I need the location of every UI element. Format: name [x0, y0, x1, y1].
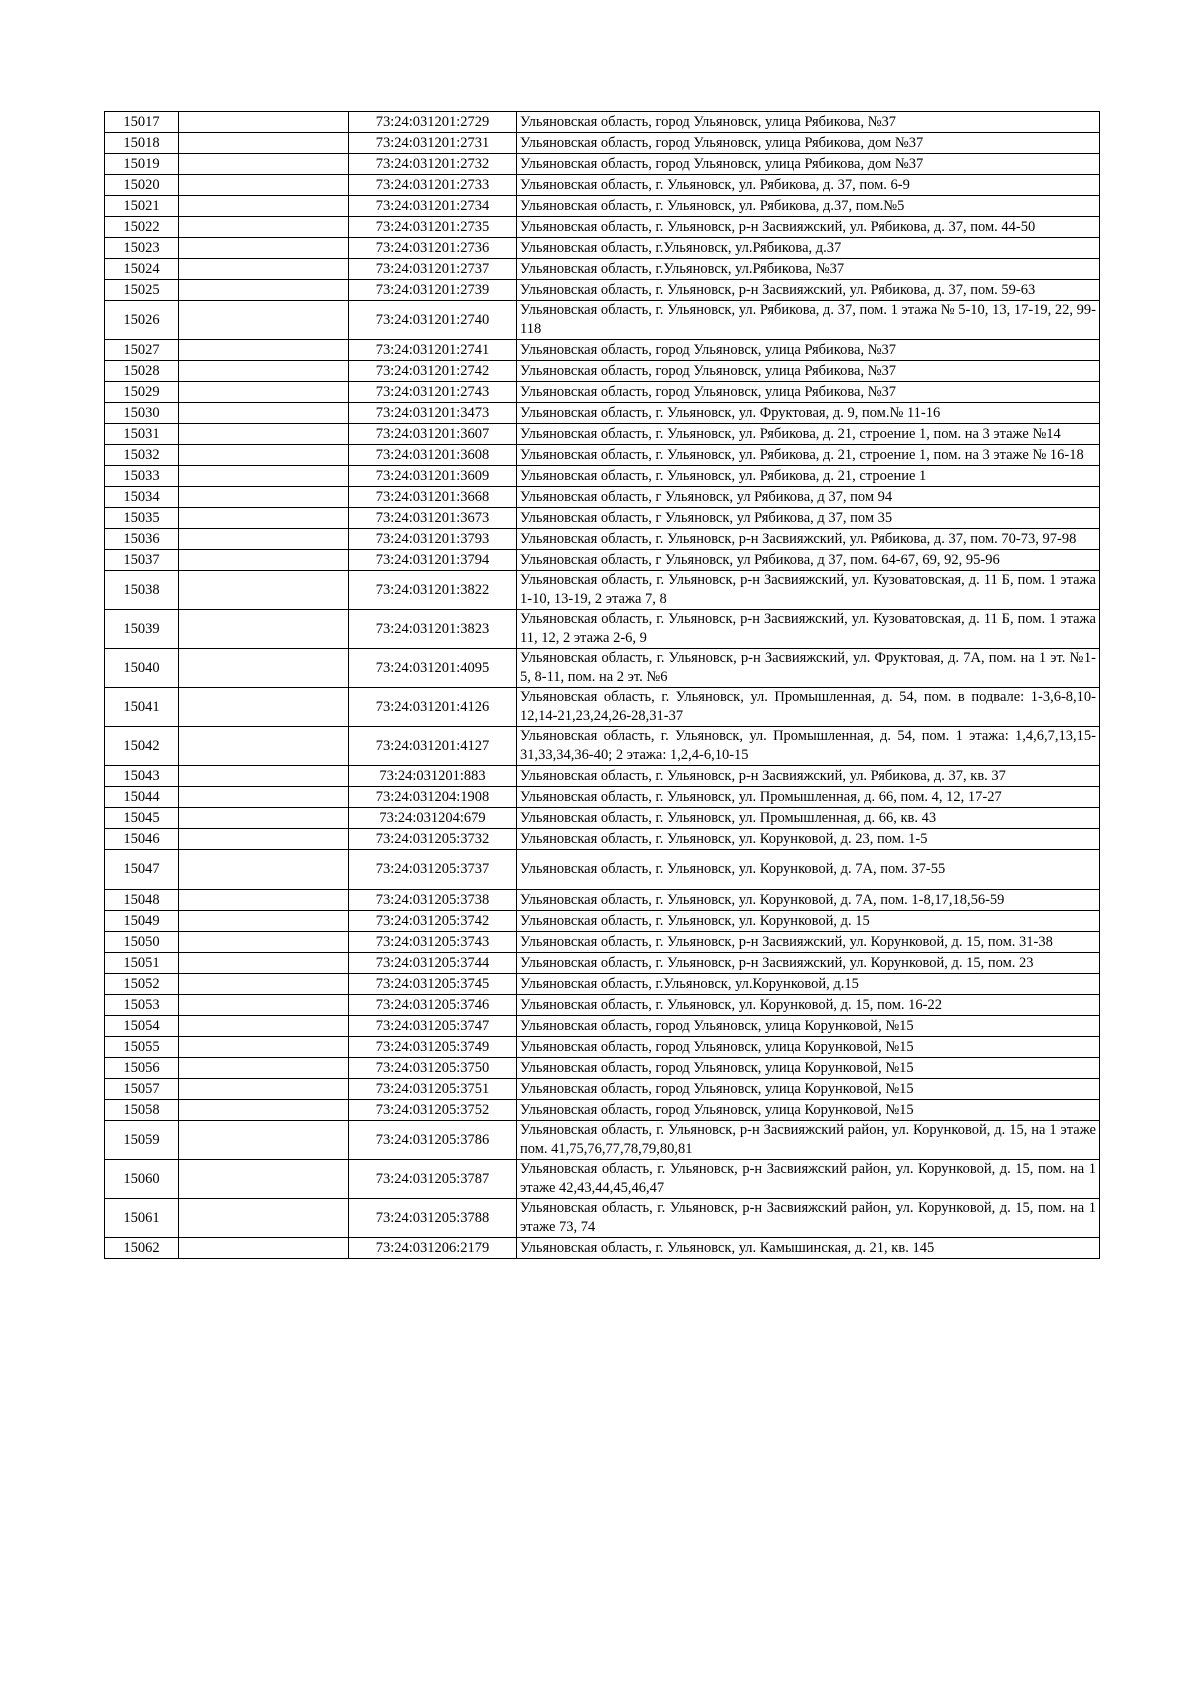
- address-cell: Ульяновская область, г. Ульяновск, р-н Засвияжский, ул. Корунковой, д. 15, пом. 23: [517, 953, 1100, 974]
- cadastral-number: 73:24:031201:3473: [349, 403, 517, 424]
- row-number: 15052: [105, 974, 179, 995]
- row-number: 15043: [105, 766, 179, 787]
- cadastral-number: 73:24:031205:3786: [349, 1121, 517, 1160]
- address-cell: Ульяновская область, г.Ульяновск, ул.Рябикова, д.37: [517, 238, 1100, 259]
- empty-cell: [179, 217, 349, 238]
- table-row: [105, 1160, 1100, 1199]
- empty-cell: [179, 890, 349, 911]
- cadastral-number: 73:24:031201:2731: [349, 133, 517, 154]
- cadastral-number: 73:24:031205:3742: [349, 911, 517, 932]
- table-row: [105, 445, 1100, 466]
- row-number: 15030: [105, 403, 179, 424]
- address-cell: Ульяновская область, г. Ульяновск, ул. Рябикова, д. 37, пом. 6-9: [517, 175, 1100, 196]
- cadastral-number: 73:24:031201:3793: [349, 529, 517, 550]
- table-row: [105, 1058, 1100, 1079]
- table-row: [105, 154, 1100, 175]
- table-row: [105, 403, 1100, 424]
- empty-cell: [179, 571, 349, 610]
- table-row: [105, 301, 1100, 340]
- empty-cell: [179, 610, 349, 649]
- table-row: [105, 766, 1100, 787]
- cadastral-number: 73:24:031205:3746: [349, 995, 517, 1016]
- table-row: [105, 808, 1100, 829]
- address-cell: Ульяновская область, г. Ульяновск, р-н Засвияжский район, ул. Корунковой, д. 15, пом. на 1 этаже 73, 74: [517, 1199, 1100, 1238]
- cadastral-number: 73:24:031204:679: [349, 808, 517, 829]
- cadastral-number: 73:24:031201:2743: [349, 382, 517, 403]
- row-number: 15025: [105, 280, 179, 301]
- address-cell: Ульяновская область, город Ульяновск, улица Рябикова, №37: [517, 361, 1100, 382]
- table-row: [105, 508, 1100, 529]
- cadastral-number: 73:24:031201:3823: [349, 610, 517, 649]
- address-cell: Ульяновская область, г. Ульяновск, ул. Рябикова, д.37, пом.№5: [517, 196, 1100, 217]
- row-number: 15033: [105, 466, 179, 487]
- row-number: 15054: [105, 1016, 179, 1037]
- empty-cell: [179, 445, 349, 466]
- address-cell: Ульяновская область, г. Ульяновск, ул. Фруктовая, д. 9, пом.№ 11-16: [517, 403, 1100, 424]
- address-cell: Ульяновская область, г. Ульяновск, ул. Промышленная, д. 54, пом. в подвале: 1-3,6-8,10-12,14-21,23,24,26-28,31-37: [517, 688, 1100, 727]
- empty-cell: [179, 466, 349, 487]
- table-row: [105, 196, 1100, 217]
- cadastral-number: 73:24:031205:3745: [349, 974, 517, 995]
- registry-table-body: [105, 112, 1100, 1259]
- cadastral-number: 73:24:031205:3743: [349, 932, 517, 953]
- address-cell: Ульяновская область, г Ульяновск, ул Рябикова, д 37, пом 35: [517, 508, 1100, 529]
- table-row: [105, 133, 1100, 154]
- cadastral-number: 73:24:031201:2737: [349, 259, 517, 280]
- row-number: 15045: [105, 808, 179, 829]
- address-cell: Ульяновская область, город Ульяновск, улица Рябикова, дом №37: [517, 154, 1100, 175]
- row-number: 15046: [105, 829, 179, 850]
- row-number: 15032: [105, 445, 179, 466]
- cadastral-number: 73:24:031201:2729: [349, 112, 517, 133]
- address-cell: Ульяновская область, г. Ульяновск, ул. Корунковой, д. 15, пом. 16-22: [517, 995, 1100, 1016]
- empty-cell: [179, 953, 349, 974]
- row-number: 15021: [105, 196, 179, 217]
- empty-cell: [179, 688, 349, 727]
- row-number: 15050: [105, 932, 179, 953]
- row-number: 15040: [105, 649, 179, 688]
- address-cell: Ульяновская область, г. Ульяновск, р-н Засвияжский, ул. Фруктовая, д. 7А, пом. на 1 эт. №1-5, 8-11, пом. на 2 эт. №6: [517, 649, 1100, 688]
- cadastral-number: 73:24:031201:4127: [349, 727, 517, 766]
- address-cell: Ульяновская область, город Ульяновск, улица Рябикова, №37: [517, 340, 1100, 361]
- address-cell: Ульяновская область, г. Ульяновск, р-н Засвияжский, ул. Кузоватовская, д. 11 Б, пом. 1 этажа 1-10, 13-19, 2 этажа 7, 8: [517, 571, 1100, 610]
- row-number: 15055: [105, 1037, 179, 1058]
- cadastral-number: 73:24:031205:3749: [349, 1037, 517, 1058]
- empty-cell: [179, 259, 349, 280]
- cadastral-number: 73:24:031201:3607: [349, 424, 517, 445]
- table-row: [105, 995, 1100, 1016]
- empty-cell: [179, 1160, 349, 1199]
- empty-cell: [179, 550, 349, 571]
- row-number: 15049: [105, 911, 179, 932]
- cadastral-number: 73:24:031201:2741: [349, 340, 517, 361]
- empty-cell: [179, 529, 349, 550]
- table-row: [105, 727, 1100, 766]
- row-number: 15037: [105, 550, 179, 571]
- cadastral-number: 73:24:031204:1908: [349, 787, 517, 808]
- empty-cell: [179, 487, 349, 508]
- address-cell: Ульяновская область, г. Ульяновск, р-н Засвияжский, ул. Рябикова, д. 37, пом. 70-73, 97-98: [517, 529, 1100, 550]
- address-cell: Ульяновская область, город Ульяновск, улица Корунковой, №15: [517, 1079, 1100, 1100]
- row-number: 15036: [105, 529, 179, 550]
- address-cell: Ульяновская область, г. Ульяновск, р-н Засвияжский, ул. Рябикова, д. 37, пом. 44-50: [517, 217, 1100, 238]
- empty-cell: [179, 727, 349, 766]
- empty-cell: [179, 508, 349, 529]
- address-cell: Ульяновская область, г Ульяновск, ул Рябикова, д 37, пом 94: [517, 487, 1100, 508]
- empty-cell: [179, 995, 349, 1016]
- cadastral-number: 73:24:031201:883: [349, 766, 517, 787]
- empty-cell: [179, 340, 349, 361]
- cadastral-number: 73:24:031201:3668: [349, 487, 517, 508]
- empty-cell: [179, 1238, 349, 1259]
- table-row: [105, 1079, 1100, 1100]
- cadastral-number: 73:24:031201:3794: [349, 550, 517, 571]
- table-row: [105, 529, 1100, 550]
- cadastral-number: 73:24:031201:4126: [349, 688, 517, 727]
- row-number: 15018: [105, 133, 179, 154]
- address-cell: Ульяновская область, город Ульяновск, улица Корунковой, №15: [517, 1058, 1100, 1079]
- empty-cell: [179, 361, 349, 382]
- cadastral-number: 73:24:031201:2740: [349, 301, 517, 340]
- address-cell: Ульяновская область, город Ульяновск, улица Корунковой, №15: [517, 1016, 1100, 1037]
- table-row: [105, 175, 1100, 196]
- empty-cell: [179, 154, 349, 175]
- address-cell: Ульяновская область, г. Ульяновск, ул. Камышинская, д. 21, кв. 145: [517, 1238, 1100, 1259]
- table-row: [105, 953, 1100, 974]
- row-number: 15047: [105, 850, 179, 890]
- empty-cell: [179, 911, 349, 932]
- address-cell: Ульяновская область, г.Ульяновск, ул.Рябикова, №37: [517, 259, 1100, 280]
- empty-cell: [179, 133, 349, 154]
- table-row: [105, 1016, 1100, 1037]
- cadastral-number: 73:24:031201:2734: [349, 196, 517, 217]
- cadastral-number: 73:24:031205:3752: [349, 1100, 517, 1121]
- empty-cell: [179, 850, 349, 890]
- table-row: [105, 911, 1100, 932]
- empty-cell: [179, 382, 349, 403]
- address-cell: Ульяновская область, г. Ульяновск, р-н Засвияжский район, ул. Корунковой, д. 15, пом. на 1 этаже 42,43,44,45,46,47: [517, 1160, 1100, 1199]
- row-number: 15059: [105, 1121, 179, 1160]
- table-row: [105, 1037, 1100, 1058]
- table-row: [105, 1238, 1100, 1259]
- document-page: [104, 111, 1099, 1259]
- empty-cell: [179, 280, 349, 301]
- cadastral-number: 73:24:031205:3787: [349, 1160, 517, 1199]
- empty-cell: [179, 932, 349, 953]
- empty-cell: [179, 301, 349, 340]
- empty-cell: [179, 1016, 349, 1037]
- empty-cell: [179, 1199, 349, 1238]
- address-cell: Ульяновская область, город Ульяновск, улица Корунковой, №15: [517, 1037, 1100, 1058]
- table-row: [105, 1121, 1100, 1160]
- empty-cell: [179, 238, 349, 259]
- cadastral-number: 73:24:031201:3609: [349, 466, 517, 487]
- cadastral-number: 73:24:031205:3750: [349, 1058, 517, 1079]
- table-row: [105, 238, 1100, 259]
- table-row: [105, 112, 1100, 133]
- empty-cell: [179, 787, 349, 808]
- address-cell: Ульяновская область, г. Ульяновск, ул. Промышленная, д. 54, пом. 1 этажа: 1,4,6,7,13,15-31,33,34,36-40; 2 этажа: 1,2,4-6,10-15: [517, 727, 1100, 766]
- empty-cell: [179, 112, 349, 133]
- address-cell: Ульяновская область, г. Ульяновск, ул. Рябикова, д. 21, строение 1: [517, 466, 1100, 487]
- address-cell: Ульяновская область, г.Ульяновск, ул.Корунковой, д.15: [517, 974, 1100, 995]
- row-number: 15056: [105, 1058, 179, 1079]
- address-cell: Ульяновская область, г. Ульяновск, ул. Промышленная, д. 66, кв. 43: [517, 808, 1100, 829]
- empty-cell: [179, 403, 349, 424]
- empty-cell: [179, 1079, 349, 1100]
- row-number: 15022: [105, 217, 179, 238]
- row-number: 15027: [105, 340, 179, 361]
- table-row: [105, 932, 1100, 953]
- address-cell: Ульяновская область, г. Ульяновск, ул. Корунковой, д. 15: [517, 911, 1100, 932]
- cadastral-number: 73:24:031205:3744: [349, 953, 517, 974]
- empty-cell: [179, 649, 349, 688]
- address-cell: Ульяновская область, г. Ульяновск, р-н Засвияжский, ул. Корунковой, д. 15, пом. 31-38: [517, 932, 1100, 953]
- table-row: [105, 974, 1100, 995]
- row-number: 15057: [105, 1079, 179, 1100]
- cadastral-number: 73:24:031205:3747: [349, 1016, 517, 1037]
- row-number: 15041: [105, 688, 179, 727]
- row-number: 15048: [105, 890, 179, 911]
- address-cell: Ульяновская область, г Ульяновск, ул Рябикова, д 37, пом. 64-67, 69, 92, 95-96: [517, 550, 1100, 571]
- address-cell: Ульяновская область, город Ульяновск, улица Рябикова, №37: [517, 382, 1100, 403]
- empty-cell: [179, 424, 349, 445]
- empty-cell: [179, 1037, 349, 1058]
- cadastral-number: 73:24:031201:2735: [349, 217, 517, 238]
- address-cell: Ульяновская область, г. Ульяновск, р-н Засвияжский район, ул. Корунковой, д. 15, на 1 этаже пом. 41,75,76,77,78,79,80,81: [517, 1121, 1100, 1160]
- table-row: [105, 649, 1100, 688]
- row-number: 15058: [105, 1100, 179, 1121]
- row-number: 15026: [105, 301, 179, 340]
- cadastral-number: 73:24:031201:2733: [349, 175, 517, 196]
- row-number: 15028: [105, 361, 179, 382]
- cadastral-number: 73:24:031201:2742: [349, 361, 517, 382]
- empty-cell: [179, 974, 349, 995]
- cadastral-number: 73:24:031205:3788: [349, 1199, 517, 1238]
- row-number: 15053: [105, 995, 179, 1016]
- empty-cell: [179, 1121, 349, 1160]
- cadastral-number: 73:24:031201:3608: [349, 445, 517, 466]
- table-row: [105, 890, 1100, 911]
- row-number: 15039: [105, 610, 179, 649]
- empty-cell: [179, 766, 349, 787]
- table-row: [105, 787, 1100, 808]
- table-row: [105, 550, 1100, 571]
- table-row: [105, 850, 1100, 890]
- empty-cell: [179, 829, 349, 850]
- cadastral-number: 73:24:031201:2736: [349, 238, 517, 259]
- table-row: [105, 1100, 1100, 1121]
- cadastral-number: 73:24:031205:3732: [349, 829, 517, 850]
- row-number: 15020: [105, 175, 179, 196]
- row-number: 15051: [105, 953, 179, 974]
- address-cell: Ульяновская область, г. Ульяновск, ул. Промышленная, д. 66, пом. 4, 12, 17-27: [517, 787, 1100, 808]
- table-row: [105, 382, 1100, 403]
- table-row: [105, 487, 1100, 508]
- row-number: 15060: [105, 1160, 179, 1199]
- address-cell: Ульяновская область, г. Ульяновск, р-н Засвияжский, ул. Рябикова, д. 37, кв. 37: [517, 766, 1100, 787]
- address-cell: Ульяновская область, город Ульяновск, улица Рябикова, дом №37: [517, 133, 1100, 154]
- cadastral-number: 73:24:031205:3737: [349, 850, 517, 890]
- row-number: 15044: [105, 787, 179, 808]
- cadastral-number: 73:24:031201:4095: [349, 649, 517, 688]
- row-number: 15035: [105, 508, 179, 529]
- table-row: [105, 424, 1100, 445]
- row-number: 15017: [105, 112, 179, 133]
- address-cell: Ульяновская область, город Ульяновск, улица Рябикова, №37: [517, 112, 1100, 133]
- empty-cell: [179, 808, 349, 829]
- empty-cell: [179, 1100, 349, 1121]
- table-row: [105, 829, 1100, 850]
- address-cell: Ульяновская область, г. Ульяновск, ул. Корунковой, д. 23, пом. 1-5: [517, 829, 1100, 850]
- table-row: [105, 361, 1100, 382]
- table-row: [105, 1199, 1100, 1238]
- cadastral-number: 73:24:031205:3751: [349, 1079, 517, 1100]
- table-row: [105, 610, 1100, 649]
- table-row: [105, 340, 1100, 361]
- row-number: 15038: [105, 571, 179, 610]
- row-number: 15029: [105, 382, 179, 403]
- row-number: 15042: [105, 727, 179, 766]
- row-number: 15019: [105, 154, 179, 175]
- address-cell: Ульяновская область, город Ульяновск, улица Корунковой, №15: [517, 1100, 1100, 1121]
- table-row: [105, 571, 1100, 610]
- address-cell: Ульяновская область, г. Ульяновск, ул. Корунковой, д. 7А, пом. 1-8,17,18,56-59: [517, 890, 1100, 911]
- row-number: 15034: [105, 487, 179, 508]
- address-cell: Ульяновская область, г. Ульяновск, ул. Рябикова, д. 37, пом. 1 этажа № 5-10, 13, 17-19, 22, 99-118: [517, 301, 1100, 340]
- cadastral-number: 73:24:031201:3822: [349, 571, 517, 610]
- address-cell: Ульяновская область, г. Ульяновск, р-н Засвияжский, ул. Рябикова, д. 37, пом. 59-63: [517, 280, 1100, 301]
- cadastral-number: 73:24:031201:2732: [349, 154, 517, 175]
- row-number: 15062: [105, 1238, 179, 1259]
- table-row: [105, 466, 1100, 487]
- table-row: [105, 280, 1100, 301]
- cadastral-number: 73:24:031205:3738: [349, 890, 517, 911]
- row-number: 15061: [105, 1199, 179, 1238]
- registry-table: [104, 111, 1100, 1259]
- cadastral-number: 73:24:031201:2739: [349, 280, 517, 301]
- address-cell: Ульяновская область, г. Ульяновск, ул. Корунковой, д. 7А, пом. 37-55: [517, 850, 1100, 890]
- row-number: 15031: [105, 424, 179, 445]
- table-row: [105, 259, 1100, 280]
- cadastral-number: 73:24:031201:3673: [349, 508, 517, 529]
- row-number: 15023: [105, 238, 179, 259]
- address-cell: Ульяновская область, г. Ульяновск, р-н Засвияжский, ул. Кузоватовская, д. 11 Б, пом. 1 этажа 11, 12, 2 этажа 2-6, 9: [517, 610, 1100, 649]
- empty-cell: [179, 196, 349, 217]
- row-number: 15024: [105, 259, 179, 280]
- table-row: [105, 217, 1100, 238]
- empty-cell: [179, 1058, 349, 1079]
- empty-cell: [179, 175, 349, 196]
- table-row: [105, 688, 1100, 727]
- address-cell: Ульяновская область, г. Ульяновск, ул. Рябикова, д. 21, строение 1, пом. на 3 этаже №14: [517, 424, 1100, 445]
- cadastral-number: 73:24:031206:2179: [349, 1238, 517, 1259]
- address-cell: Ульяновская область, г. Ульяновск, ул. Рябикова, д. 21, строение 1, пом. на 3 этаже № 16-18: [517, 445, 1100, 466]
